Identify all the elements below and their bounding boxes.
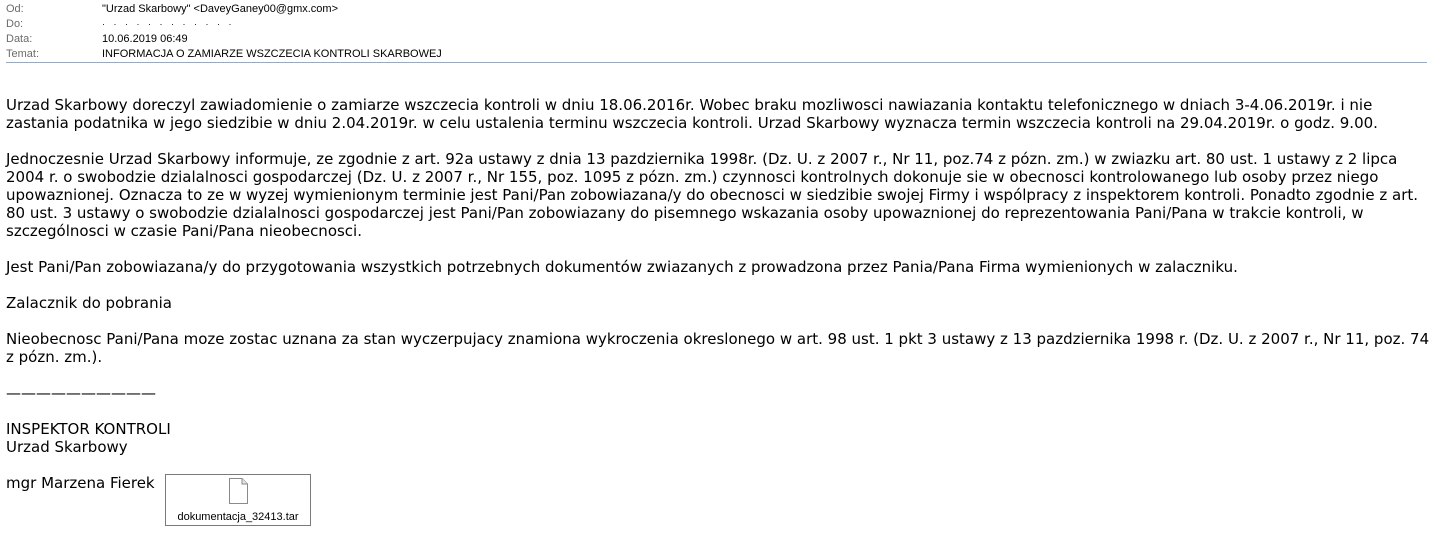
- email-body: [6, 96, 1431, 492]
- subject-value: INFORMACJA O ZAMIARZE WSZCZECIA KONTROLI SKARBOWEJ: [102, 48, 442, 60]
- subject-row: [6, 47, 1428, 62]
- body-paragraph-1: Urzad Skarbowy doreczyl zawiadomienie o zamiarze wszczecia kontroli w dniu 18.06.2016r. Wobec braku mozliwosci nawiazania kontaktu telefonicznego w dniach 3-4.06.2019r. i nie zastania podatnika w jego siedzibie w dniu 2.04.2019r. w celu ustalenia terminu wszczecia kontroli. Urzad Skarbowy wyznacza termin wszczecia kontroli na 29.04.2019r. o godz. 9.00.: [6, 96, 1378, 132]
- date-value: 10.06.2019 06:49: [102, 33, 188, 45]
- file-icon: [229, 478, 248, 504]
- signature-title: INSPEKTOR KONTROLI: [6, 420, 171, 438]
- signature-divider: ——————————: [6, 384, 156, 402]
- email-header: [6, 2, 1428, 62]
- body-paragraph-2: Jednoczesnie Urzad Skarbowy informuje, ze zgodnie z art. 92a ustawy z dnia 13 pazdziernika 1998r. (Dz. U. z 2007 r., Nr 11, poz.74 z pózn. zm.) w zwiazku art. 80 ust. 1 ustawy z 2 lipca 2004 r. o swobodzie dzialalnosci gospodarczej (Dz. U. z 2007 r., Nr 155, poz. 1095 z pózn. zm.) czynnosci kontrolnych dokonuje sie w obecnosci kontrolowanego lub osoby przez niego upowaznionej. Oznacza to ze w wyzej wymienionym terminie jest Pani/Pan zobowiazana/y do obecnosci w siedzibie swojej Firmy i wspólpracy z inspektorem kontroli. Ponadto zgodnie z art. 80 ust. 3 ustawy o swobodzie dzialalnosci gospodarczej jest Pani/Pan zobowiazany do pisemnego wskazania osoby upowaznionej do reprezentowania Pani/Pana w trakcie kontroli, w szczególnosci w czasie Pani/Pana nieobecnosci.: [6, 150, 1419, 240]
- attachment-download-text: Zalacznik do pobrania: [6, 294, 172, 312]
- signature-org: Urzad Skarbowy: [6, 438, 128, 456]
- subject-label: Temat:: [6, 48, 40, 60]
- from-row: [6, 2, 1428, 17]
- from-value[interactable]: "Urzad Skarbowy" <DaveyGaney00@gmx.com>: [102, 3, 339, 15]
- signature-name: mgr Marzena Fierek: [6, 474, 155, 492]
- to-value-redacted: · · · · · · · · · · · ·: [102, 19, 235, 29]
- attachment-item[interactable]: [165, 474, 311, 526]
- body-paragraph-3: Jest Pani/Pan zobowiazana/y do przygotowania wszystkich potrzebnych dokumentów zwiazanych z prowadzona przez Pania/Pana Firma wymienionych w zalaczniku.: [6, 258, 1238, 276]
- from-label: Od:: [6, 3, 24, 15]
- date-row: [6, 32, 1428, 47]
- to-row: [6, 17, 1428, 32]
- to-label: Do:: [6, 18, 24, 30]
- date-label: Data:: [6, 33, 33, 45]
- attachment-filename: dokumentacja_32413.tar: [177, 511, 299, 523]
- header-divider: [6, 62, 1427, 63]
- body-paragraph-5: Nieobecnosc Pani/Pana moze zostac uznana za stan wyczerpujacy znamiona wykroczenia okreslonego w art. 98 ust. 1 pkt 3 ustawy z 13 pazdziernika 1998 r. (Dz. U. z 2007 r., Nr 11, poz. 74 z pózn. zm.).: [6, 330, 1430, 366]
